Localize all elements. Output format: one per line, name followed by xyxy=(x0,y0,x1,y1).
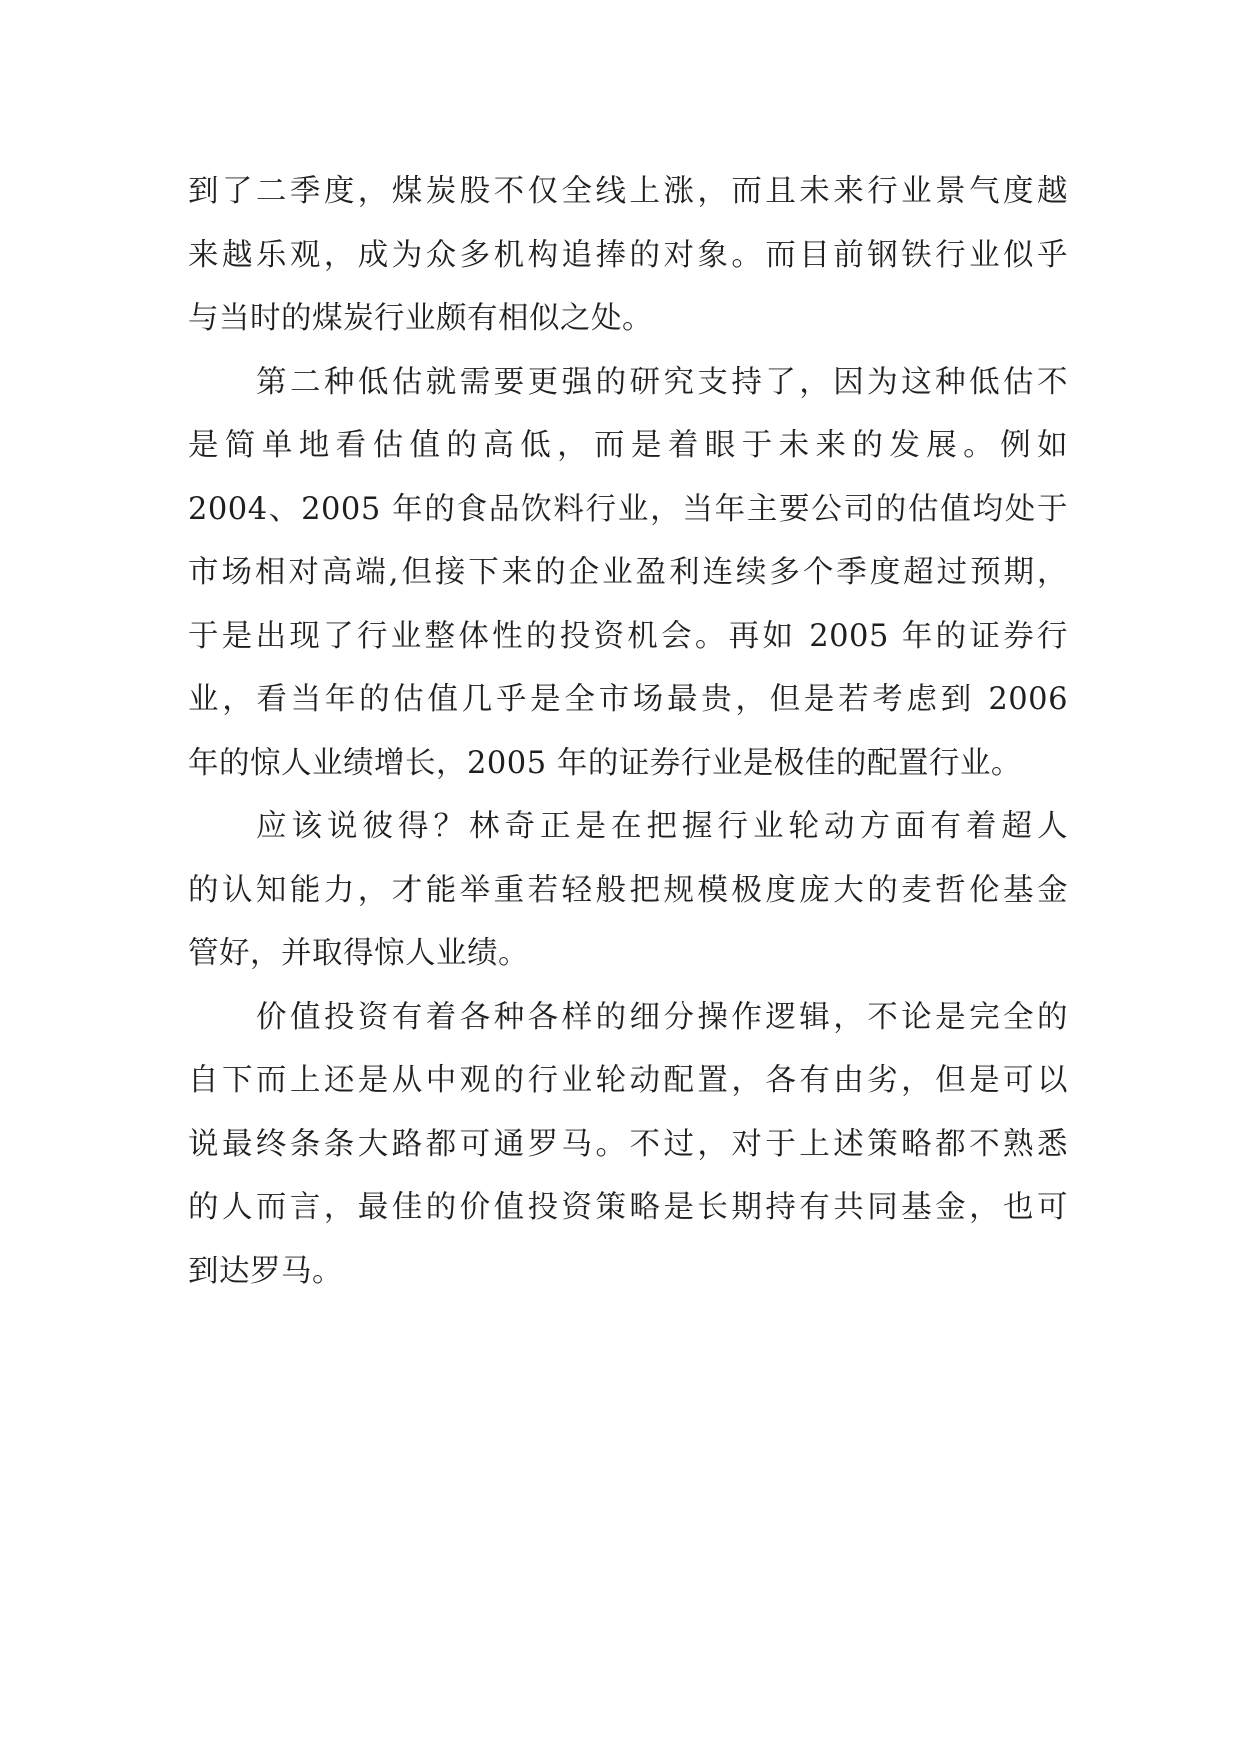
text-line: 于是出现了行业整体性的投资机会。再如 2005 年的证券行 xyxy=(188,618,1068,654)
text-line: 价值投资有着各种各样的细分操作逻辑，不论是完全的 xyxy=(256,999,1068,1035)
paragraph-4 xyxy=(188,986,1068,1304)
text-line: 应该说彼得？林奇正是在把握行业轮动方面有着超人 xyxy=(256,809,1068,844)
text-line: 是简单地看估值的高低，而是着眼于未来的发展。例如 xyxy=(188,428,1068,463)
text-line: 业，看当年的估值几乎是全市场最贵，但是若考虑到 2006 xyxy=(188,682,1068,717)
paragraph-2 xyxy=(188,351,1068,796)
text-line: 管好，并取得惊人业绩。 xyxy=(188,936,529,971)
paragraph-3 xyxy=(188,795,1068,986)
text-line: 年的惊人业绩增长，2005 年的证券行业是极佳的配置行业。 xyxy=(188,745,1022,781)
text-line: 2004、2005 年的食品饮料行业，当年主要公司的估值均处于 xyxy=(188,491,1068,527)
text-line: 来越乐观，成为众多机构追捧的对象。而目前钢铁行业似乎 xyxy=(188,237,1068,273)
text-line: 第二种低估就需要更强的研究支持了，因为这种低估不 xyxy=(256,364,1068,400)
text-line: 与当时的煤炭行业颇有相似之处。 xyxy=(188,301,653,336)
text-line: 自下而上还是从中观的行业轮动配置，各有由劣，但是可以 xyxy=(188,1063,1068,1098)
text-line: 市场相对高端,但接下来的企业盈利连续多个季度超过预期， xyxy=(188,555,1068,590)
paragraph-1 xyxy=(188,160,1068,351)
text-line: 的认知能力，才能举重若轻般把规模极度庞大的麦哲伦基金 xyxy=(188,872,1068,908)
text-line: 说最终条条大路都可通罗马。不过，对于上述策略都不熟悉 xyxy=(188,1126,1068,1162)
text-line: 到了二季度，煤炭股不仅全线上涨，而且未来行业景气度越 xyxy=(188,174,1068,209)
text-line: 的人而言，最佳的价值投资策略是长期持有共同基金，也可 xyxy=(188,1190,1068,1225)
text-line: 到达罗马。 xyxy=(188,1253,343,1289)
body-text xyxy=(188,160,1068,1303)
